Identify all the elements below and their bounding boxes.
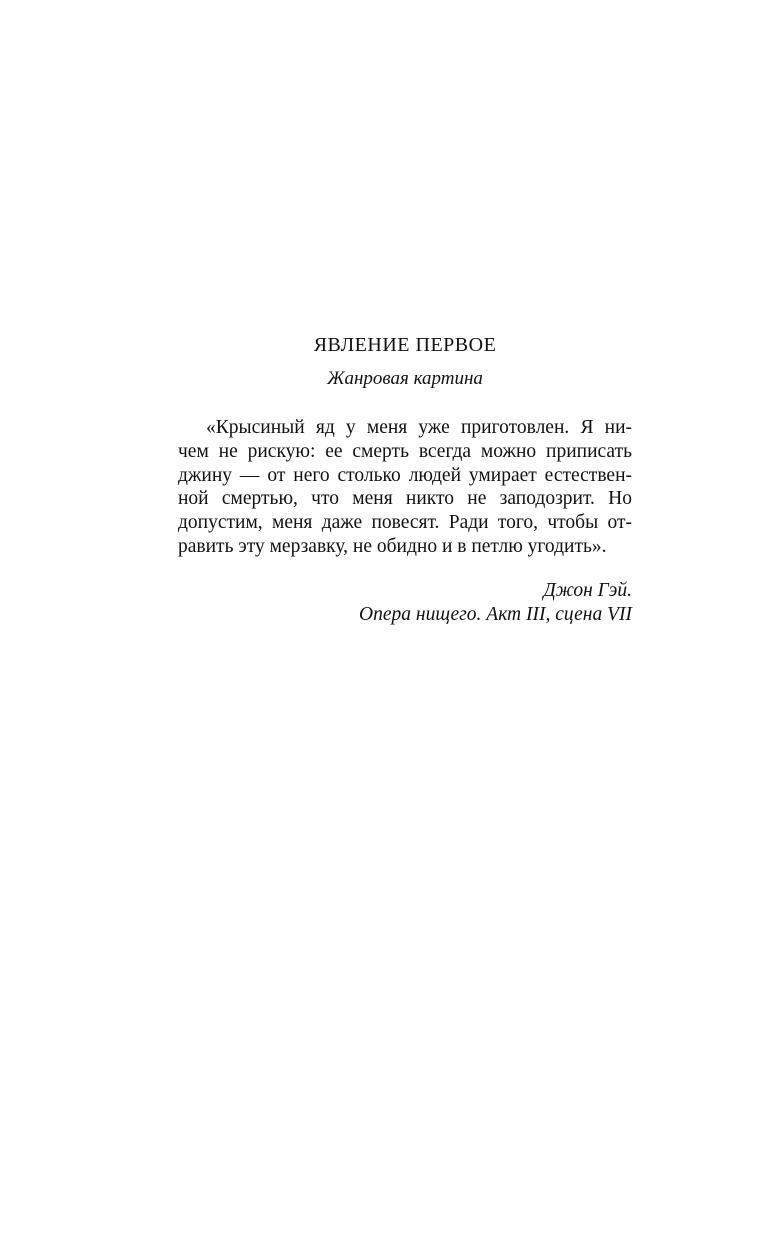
chapter-subtitle: Жанровая картина <box>327 368 483 389</box>
epigraph-line: «Крысиный яд у меня уже приготовлен. Я ни- <box>206 417 632 438</box>
epigraph-line: ной смертью, что меня никто не заподозрит. Но <box>178 488 632 510</box>
epigraph-source: Опера нищего. Акт III, сцена VII <box>359 603 632 625</box>
epigraph-line: равить эту мерзавку, не обидно и в петлю угодить». <box>178 535 607 557</box>
epigraph-line: чем не рискую: ее смерть всегда можно приписать <box>178 440 632 462</box>
epigraph-line: джину — от него столько людей умирает естествен- <box>178 464 632 486</box>
epigraph-author: Джон Гэй. <box>543 579 632 601</box>
chapter-title: ЯВЛЕНИЕ ПЕРВОЕ <box>313 334 497 356</box>
epigraph-line: допустим, меня даже повесят. Ради того, чтобы от- <box>178 512 632 534</box>
epigraph-quote <box>178 416 632 559</box>
chapter-opening <box>178 328 632 626</box>
epigraph-attribution <box>178 579 632 627</box>
